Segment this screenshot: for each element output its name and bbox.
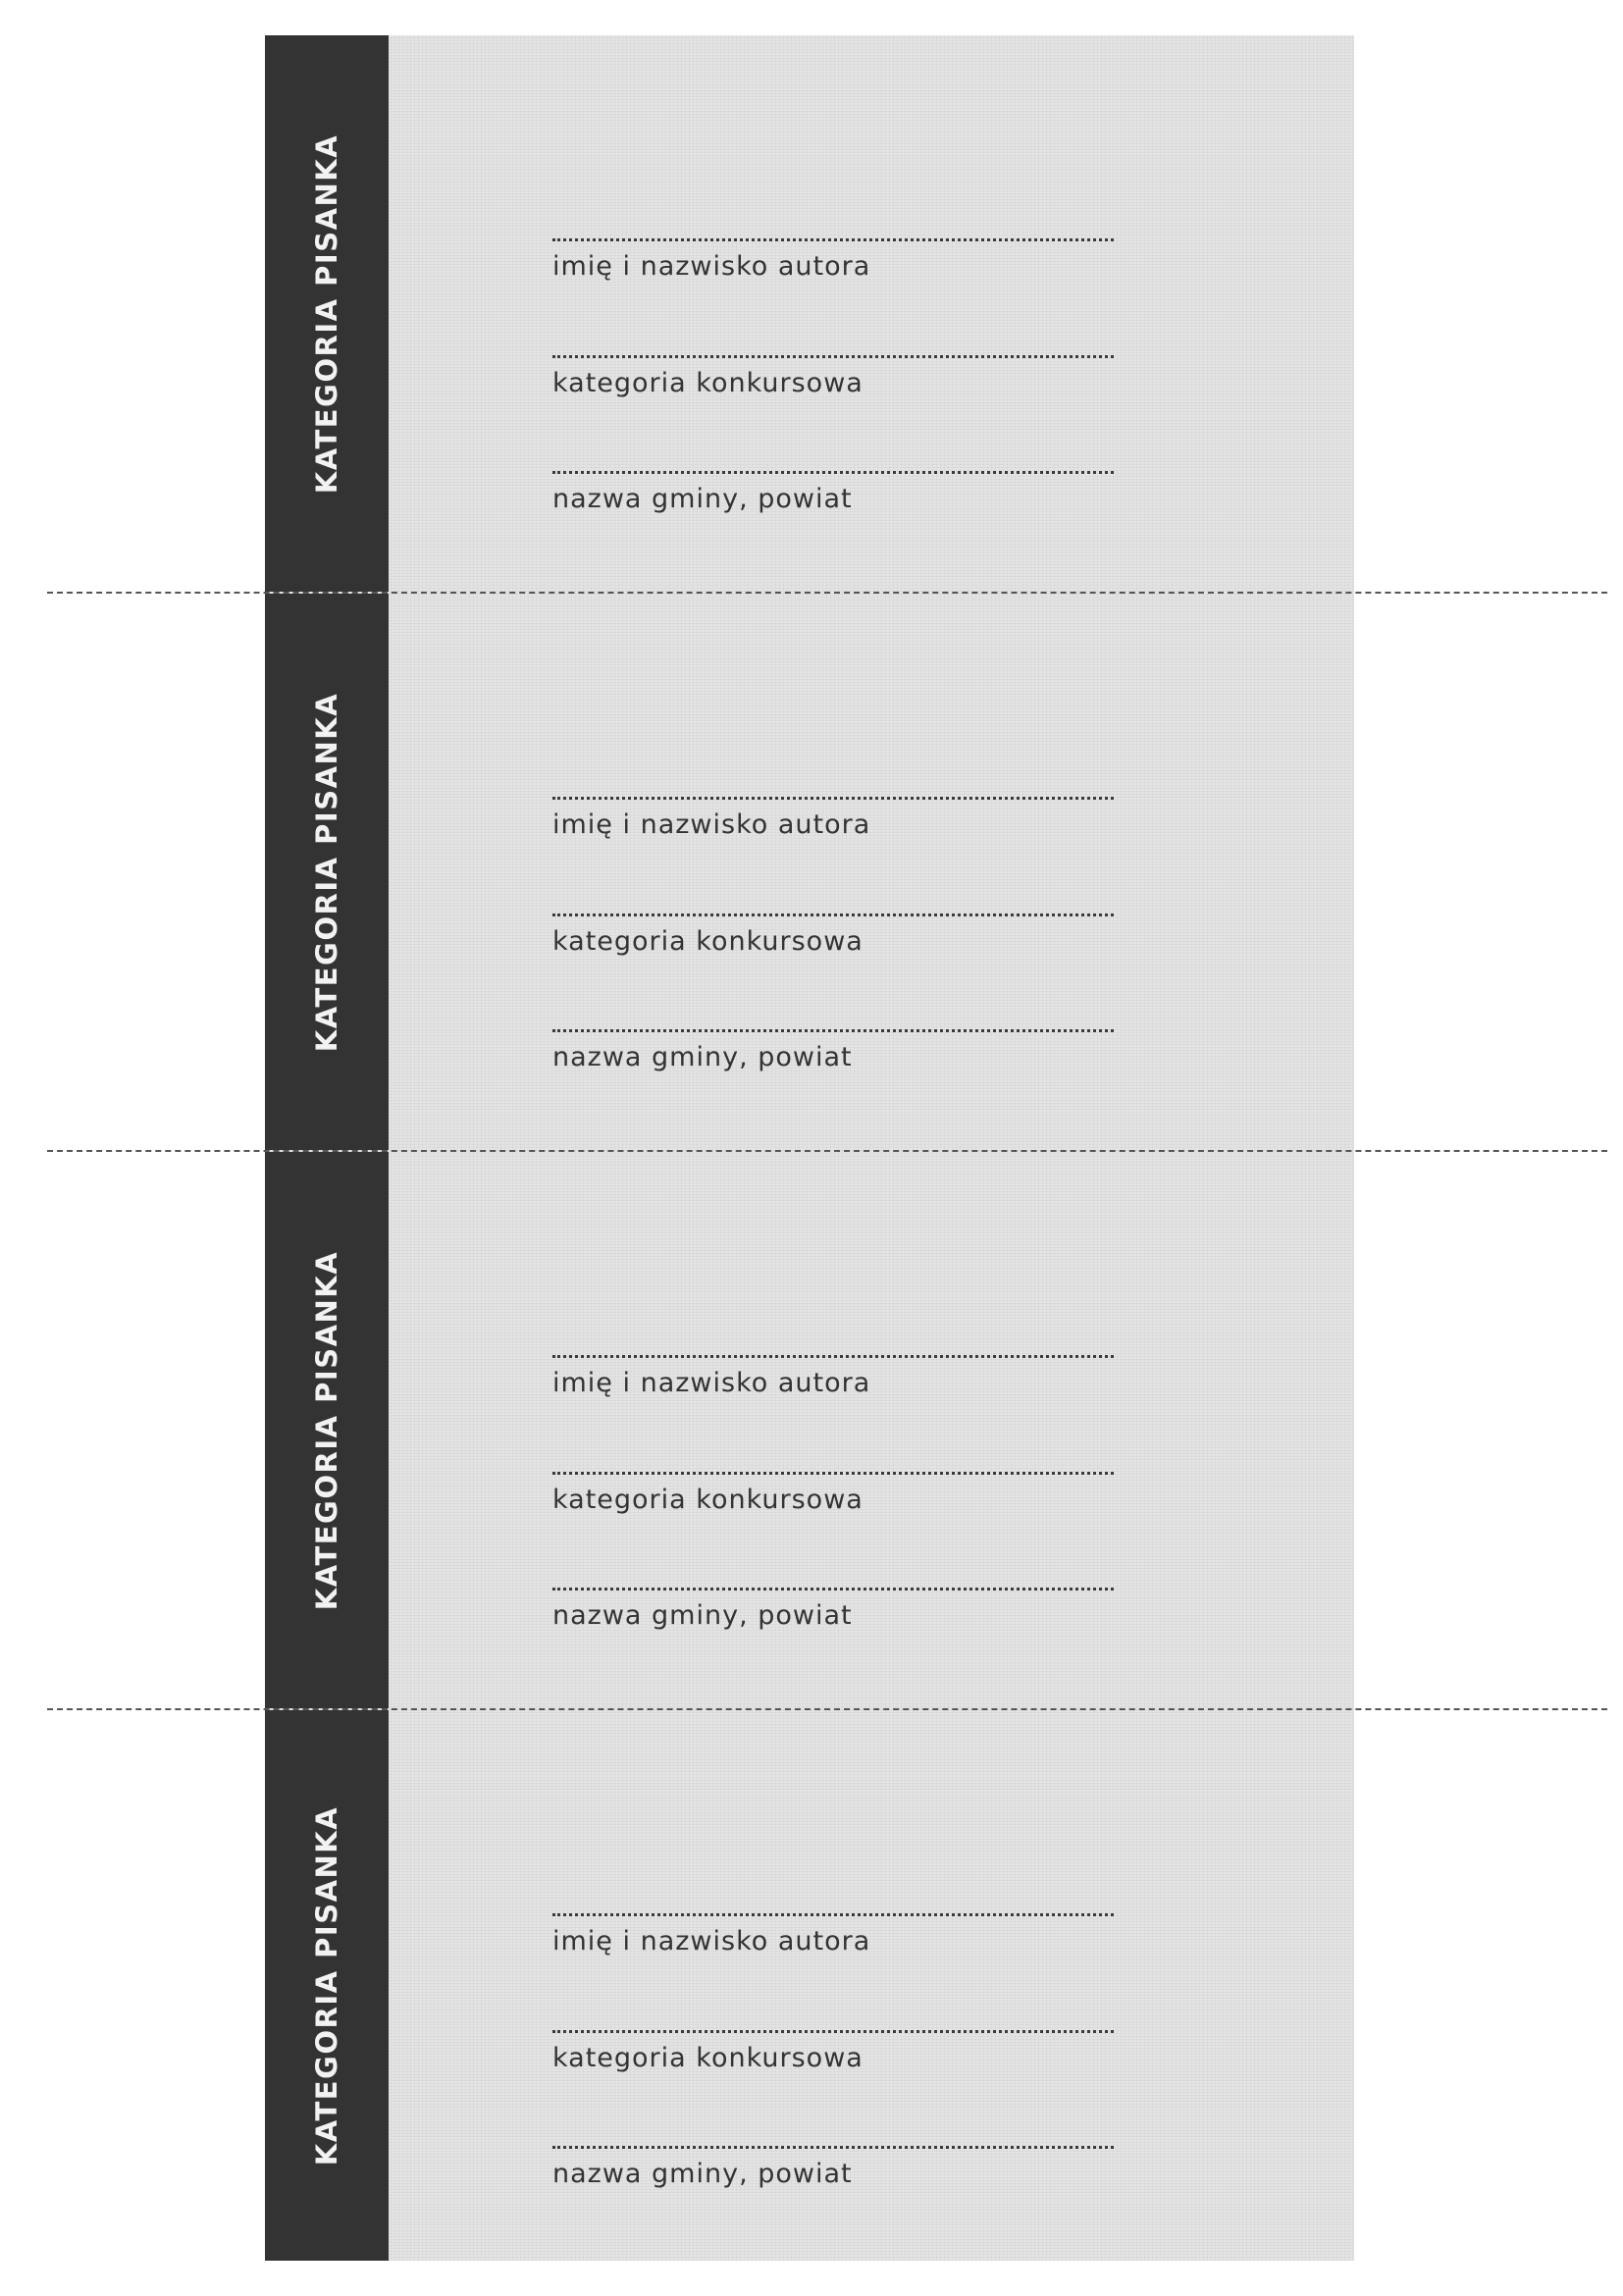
dotted-line	[552, 1472, 1114, 1475]
author-name-field[interactable]	[552, 1355, 1117, 1398]
category-label: KATEGORIA PISANKA	[310, 133, 343, 494]
field-label: kategoria konkursowa	[552, 1485, 864, 1515]
author-name-field[interactable]	[552, 1913, 1117, 1957]
category-label: KATEGORIA PISANKA	[310, 692, 343, 1052]
author-name-field[interactable]	[552, 797, 1117, 840]
author-name-field[interactable]	[552, 238, 1117, 282]
dotted-line	[552, 2030, 1114, 2033]
municipality-field[interactable]	[552, 2146, 1117, 2189]
municipality-field[interactable]	[552, 471, 1117, 514]
field-label: nazwa gminy, powiat	[552, 1600, 853, 1631]
field-label: nazwa gminy, powiat	[552, 2159, 853, 2189]
category-label: KATEGORIA PISANKA	[310, 1805, 343, 2166]
field-label: nazwa gminy, powiat	[552, 484, 853, 514]
category-band	[265, 1152, 389, 1708]
field-label: kategoria konkursowa	[552, 368, 864, 398]
field-label: imię i nazwisko autora	[552, 809, 871, 840]
dotted-line	[552, 1355, 1114, 1358]
field-label: nazwa gminy, powiat	[552, 1042, 853, 1072]
dotted-line	[552, 797, 1114, 800]
contest-category-field[interactable]	[552, 355, 1117, 398]
contest-category-field[interactable]	[552, 1472, 1117, 1515]
dotted-line	[552, 471, 1114, 474]
category-band	[265, 594, 389, 1150]
field-label: kategoria konkursowa	[552, 926, 864, 957]
dotted-line	[552, 1913, 1114, 1916]
field-label: imię i nazwisko autora	[552, 1368, 871, 1398]
dotted-line	[552, 355, 1114, 358]
category-band	[265, 35, 389, 592]
dotted-line	[552, 238, 1114, 241]
category-band	[265, 1710, 389, 2261]
field-label: imię i nazwisko autora	[552, 1926, 871, 1957]
dotted-line	[552, 2146, 1114, 2149]
contest-category-field[interactable]	[552, 2030, 1117, 2073]
municipality-field[interactable]	[552, 1029, 1117, 1072]
contest-category-field[interactable]	[552, 913, 1117, 957]
dotted-line	[552, 1588, 1114, 1591]
dotted-line	[552, 1029, 1114, 1032]
municipality-field[interactable]	[552, 1588, 1117, 1631]
field-label: imię i nazwisko autora	[552, 251, 871, 282]
category-label: KATEGORIA PISANKA	[310, 1250, 343, 1610]
field-label: kategoria konkursowa	[552, 2043, 864, 2073]
dotted-line	[552, 913, 1114, 916]
